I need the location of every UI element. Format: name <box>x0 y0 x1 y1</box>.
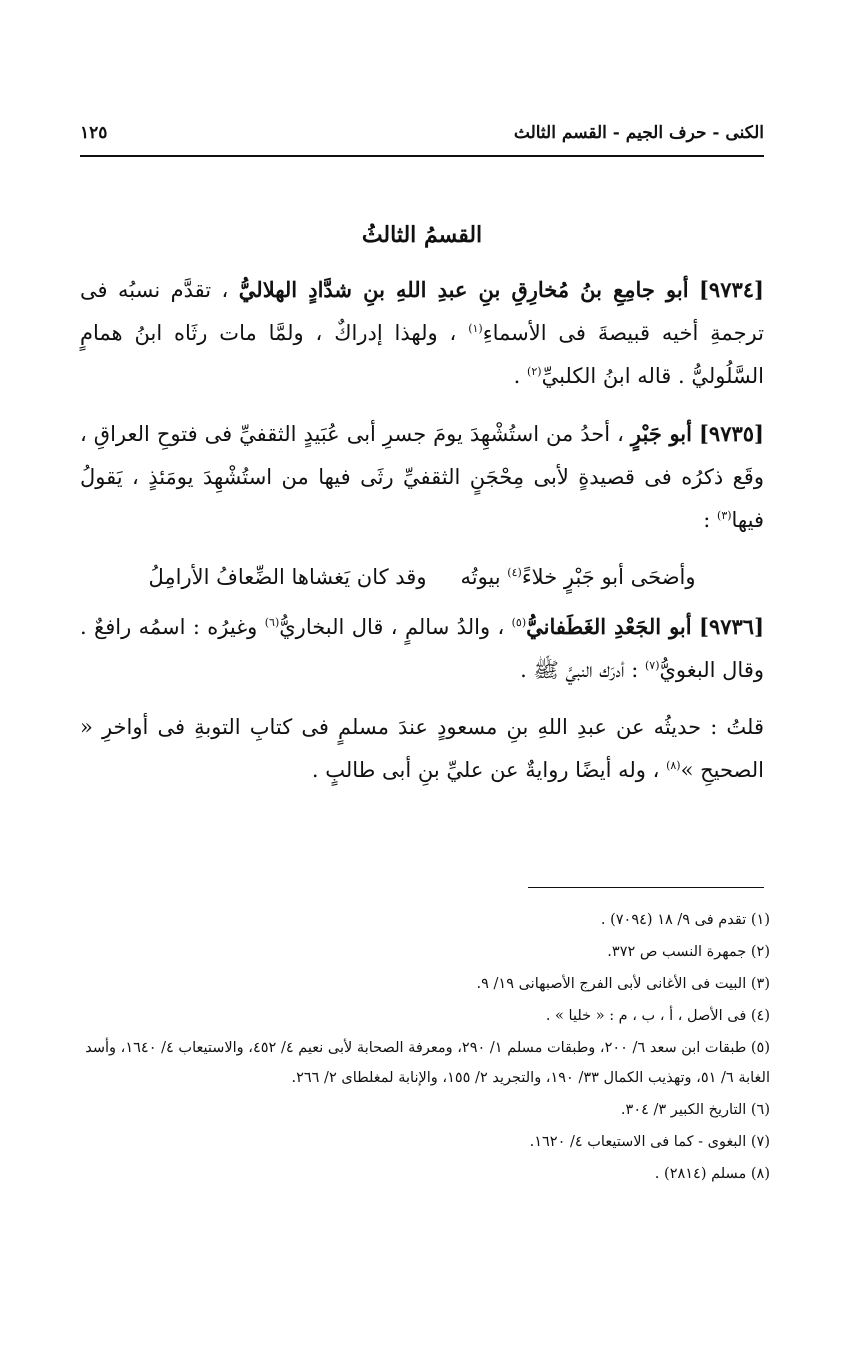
poem-verse <box>80 556 764 599</box>
entry-name: أبو جَبْرٍ <box>630 421 692 446</box>
section-title: القسمُ الثالثُ <box>361 222 483 248</box>
page-number: ١٢٥ <box>80 123 108 143</box>
footnote-ref: (٦) <box>264 616 280 629</box>
entry-text: : أدرَك النبيَّ ﷺ . <box>520 658 639 682</box>
note-text: قلتُ : حديثُه عن عبدِ اللهِ بنِ مسعودٍ عندَ مسلمٍ فى كتابِ التوبةِ فى أواخرِ « الصحيحِ » <box>80 715 764 782</box>
entry-text: ، والدُ سالمٍ ، قال البخاريُّ <box>279 615 505 639</box>
entry-9736 <box>80 605 764 692</box>
entry-name: أبو الجَعْدِ الغَطَفانيُّ <box>526 614 692 639</box>
footnote-ref: (١) <box>468 322 483 335</box>
running-title: الكنى - حرف الجيم - القسم الثالث <box>513 123 764 143</box>
header-rule <box>80 155 764 157</box>
footnote-5: (٥) طبقات ابن سعد ٦/ ٢٠٠، وطبقات مسلم ١/ ٢٩٠، ومعرفة الصحابة لأبى نعيم ٤/ ٤٥٢، والاستيعاب ٤/ ١٦٤٠، وأسد الغابة ٦/ ٥١، وتهذيب الكمال ٣٣/ ١٩٠، والتجريد ٢/ ١٥٥، والإنابة لمغلطاى ٢/ ٢٦٦. <box>85 1040 770 1086</box>
footnote-6: (٦) التاريخ الكبير ٣/ ٣٠٤. <box>620 1102 770 1118</box>
footnote-7: (٧) البغوى - كما فى الاستيعاب ٤/ ١٦٢٠. <box>529 1134 770 1150</box>
entry-text: وغيرُه : اسمُه رافعٌ . وقال البغويُّ <box>80 615 764 682</box>
footnote-ref: (٨) <box>666 759 681 772</box>
entry-text: . <box>513 364 521 388</box>
body-text <box>80 268 764 806</box>
entry-number: [٩٧٣٥] <box>698 421 764 446</box>
footnote-ref: (٤) <box>507 566 522 579</box>
footnote-rule <box>528 887 764 888</box>
running-header <box>80 118 764 148</box>
verse-text: وأضحَى أبو جَبْرٍ خلاءً <box>521 565 696 589</box>
note-text: ، وله أيضًا روايةٌ عن عليِّ بنِ أبى طالبٍ . <box>311 758 660 782</box>
verse-first-hemistich <box>460 556 695 599</box>
entry-text: ، تقدَّم نسبُه فى ترجمةِ أخيه قبيصةَ فى الأسماءِ <box>80 278 764 345</box>
verse-text: بيوتُه <box>460 565 501 589</box>
footnote-ref: (٥) <box>511 616 527 629</box>
entry-9735 <box>80 412 764 542</box>
footnote-ref: (٢) <box>527 365 542 378</box>
entry-number: [٩٧٣٦] <box>699 614 764 639</box>
footnote-2: (٢) جمهرة النسب ص ٣٧٢. <box>607 944 770 960</box>
footnote-ref: (٧) <box>644 659 660 672</box>
entry-text: : <box>703 508 711 532</box>
footnote-ref: (٣) <box>717 509 732 522</box>
footnote-1: (١) تقدم فى ٩/ ١٨ (٧٠٩٤) . <box>600 912 770 928</box>
footnotes <box>80 905 770 1191</box>
verse-second-hemistich: وقد كان يَغشاها الضِّعافُ الأرامِلُ <box>148 565 427 589</box>
entry-name: أبو جامِعِ بنُ مُخارِقِ بنِ عبدِ اللهِ بنِ شدَّادٍ الهلاليُّ <box>238 277 689 302</box>
footnote-4: (٤) فى الأصل ، أ ، ب ، م : « خليا » . <box>545 1008 770 1024</box>
footnote-3: (٣) البيت فى الأغانى لأبى الفرج الأصبهانى ١٩/ ٩. <box>476 976 770 992</box>
entry-text: ، ولهذا إدراكٌ ، ولمَّا مات رثَاه ابنُ همامٍ السَّلُوليُّ . قاله ابنُ الكلبيِّ <box>80 321 764 388</box>
entry-text: ، أحدُ من استُشْهِدَ يومَ جسرِ أبى عُبَيدٍ الثقفيِّ فى فتوحِ العراقِ ، وقَع ذكرُه فى قصيدةٍ لأبى مِحْجَنٍ الثقفيِّ رثَى فيها من استُشْهِدَ يومَئذٍ ، يَقولُ فيها <box>80 422 764 532</box>
author-note <box>80 706 764 792</box>
footnote-8: (٨) مسلم (٢٨١٤) . <box>654 1166 770 1182</box>
entry-number: [٩٧٣٤] <box>698 277 764 302</box>
entry-9734 <box>80 268 764 398</box>
